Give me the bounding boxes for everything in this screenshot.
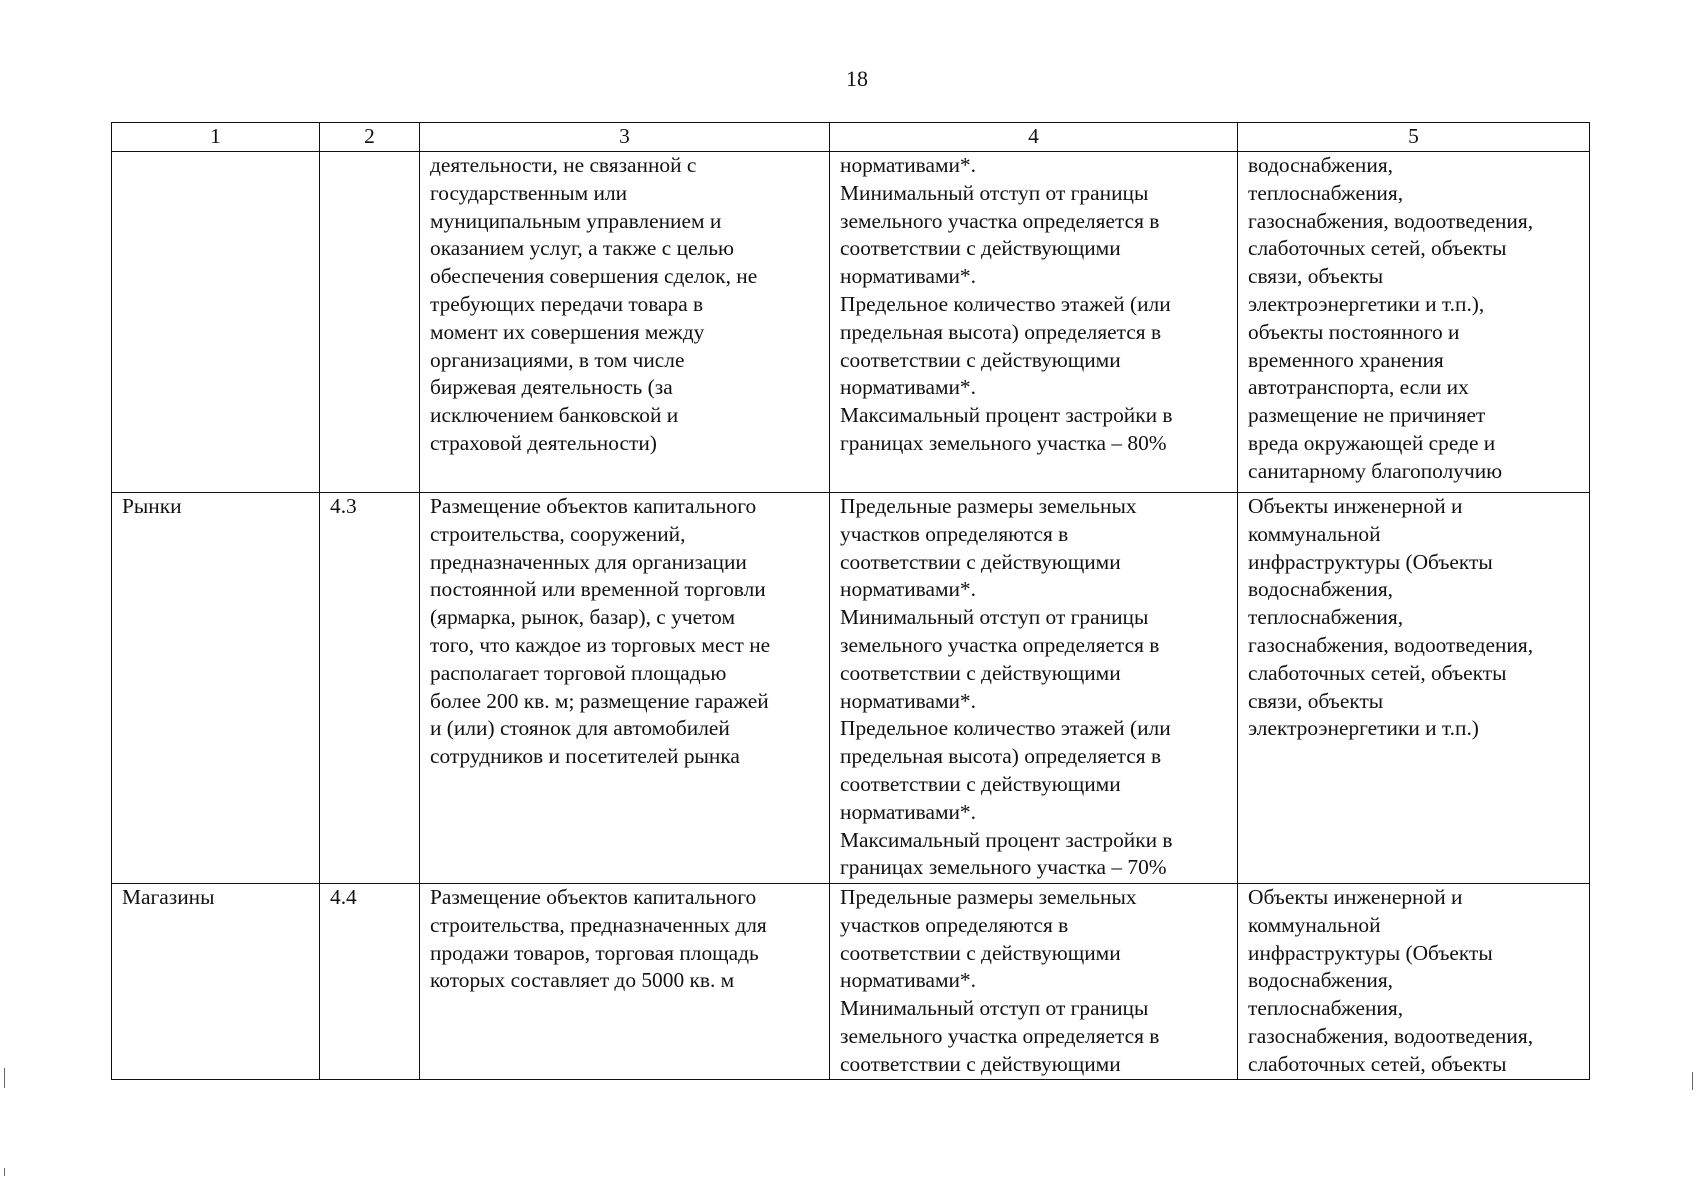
description-text: Размещение объектов капитального строительства, сооружений, предназначенных для организации постоянной или временной торговли (ярмарка, рынок, базар), с учетом того, что каждое из торговых мест не располагает торговой площадью более 200 кв. м; размещение гаражей и (или) стоянок для автомобилей сотрудников и посетителей рынка — [430, 494, 771, 769]
cell-description — [420, 884, 830, 1080]
cell-auxiliary — [1238, 493, 1590, 884]
table-row-markets — [112, 493, 1590, 884]
table-row-shops — [112, 884, 1590, 1080]
page-number: 18 — [846, 66, 868, 91]
column-header-5: 5 — [1238, 123, 1590, 152]
cell-use-code — [320, 493, 420, 884]
cell-use-code — [320, 152, 420, 493]
land-use-table — [111, 122, 1590, 1080]
column-header-1: 1 — [112, 123, 320, 152]
parameters-text: Предельные размеры земельных участков определяются в соответствии с действующими нормативами*. Минимальный отступ от границы земельного участка определяется в соответствии с действующими — [840, 885, 1160, 1076]
description-text: деятельности, не связанной с государственным или муниципальным управлением и оказанием услуг, а также с целью обеспечения совершения сделок, не требующих передачи товара в момент их совершения между организациями, в том числе биржевая деятельность (за исключением банковской и страховой деятельности) — [430, 153, 758, 455]
cell-parameters — [830, 493, 1238, 884]
column-header-2: 2 — [320, 123, 420, 152]
header-row — [112, 123, 1590, 152]
cell-use-name — [112, 152, 320, 493]
use-code-text: 4.4 — [330, 885, 357, 909]
table-row-continued — [112, 152, 1590, 493]
cell-parameters — [830, 152, 1238, 493]
use-name-text: Магазины — [122, 885, 215, 909]
cell-use-name — [112, 884, 320, 1080]
cell-description — [420, 152, 830, 493]
use-name-text: Рынки — [122, 494, 182, 518]
parameters-text: нормативами*. Минимальный отступ от границы земельного участка определяется в соответствии с действующими нормативами*. Предельное количество этажей (или предельная высота) определяется в соответствии с действующими нормативами*. Максимальный процент застройки в границах земельного участка – 80% — [840, 153, 1173, 455]
auxiliary-text: водоснабжения, теплоснабжения, газоснабжения, водоотведения, слаботочных сетей, объекты связи, объекты электроэнергетики и т.п.), объекты постоянного и временного хранения автотранспорта, если их размещение не причиняет вреда окружающей среде и санитарному благополучию — [1248, 153, 1534, 483]
column-header-3: 3 — [420, 123, 830, 152]
cell-parameters — [830, 884, 1238, 1080]
left-scan-mark-lower — [4, 1168, 5, 1176]
parameters-text: Предельные размеры земельных участков определяются в соответствии с действующими нормативами*. Минимальный отступ от границы земельного участка определяется в соответствии с действующими нормативами*. Предельное количество этажей (или предельная высота) определяется в соответствии с действующими нормативами*. Максимальный процент застройки в границах земельного участка – 70% — [840, 494, 1173, 880]
description-text: Размещение объектов капитального строительства, предназначенных для продажи товаров, торговая площадь которых составляет до 5000 кв. м — [430, 885, 767, 993]
right-scan-mark — [1692, 1072, 1693, 1090]
cell-auxiliary — [1238, 152, 1590, 493]
auxiliary-text: Объекты инженерной и коммунальной инфраструктуры (Объекты водоснабжения, теплоснабжения, газоснабжения, водоотведения, слаботочных сетей, объекты связи, объекты электроэнергетики и т.п.) — [1248, 494, 1534, 741]
cell-auxiliary — [1238, 884, 1590, 1080]
use-code-text: 4.3 — [330, 494, 357, 518]
auxiliary-text: Объекты инженерной и коммунальной инфраструктуры (Объекты водоснабжения, теплоснабжения, газоснабжения, водоотведения, слаботочных сетей, объекты — [1248, 885, 1534, 1076]
column-header-4: 4 — [830, 123, 1238, 152]
cell-use-name — [112, 493, 320, 884]
cell-use-code — [320, 884, 420, 1080]
left-scan-mark — [4, 1068, 5, 1088]
cell-description — [420, 493, 830, 884]
